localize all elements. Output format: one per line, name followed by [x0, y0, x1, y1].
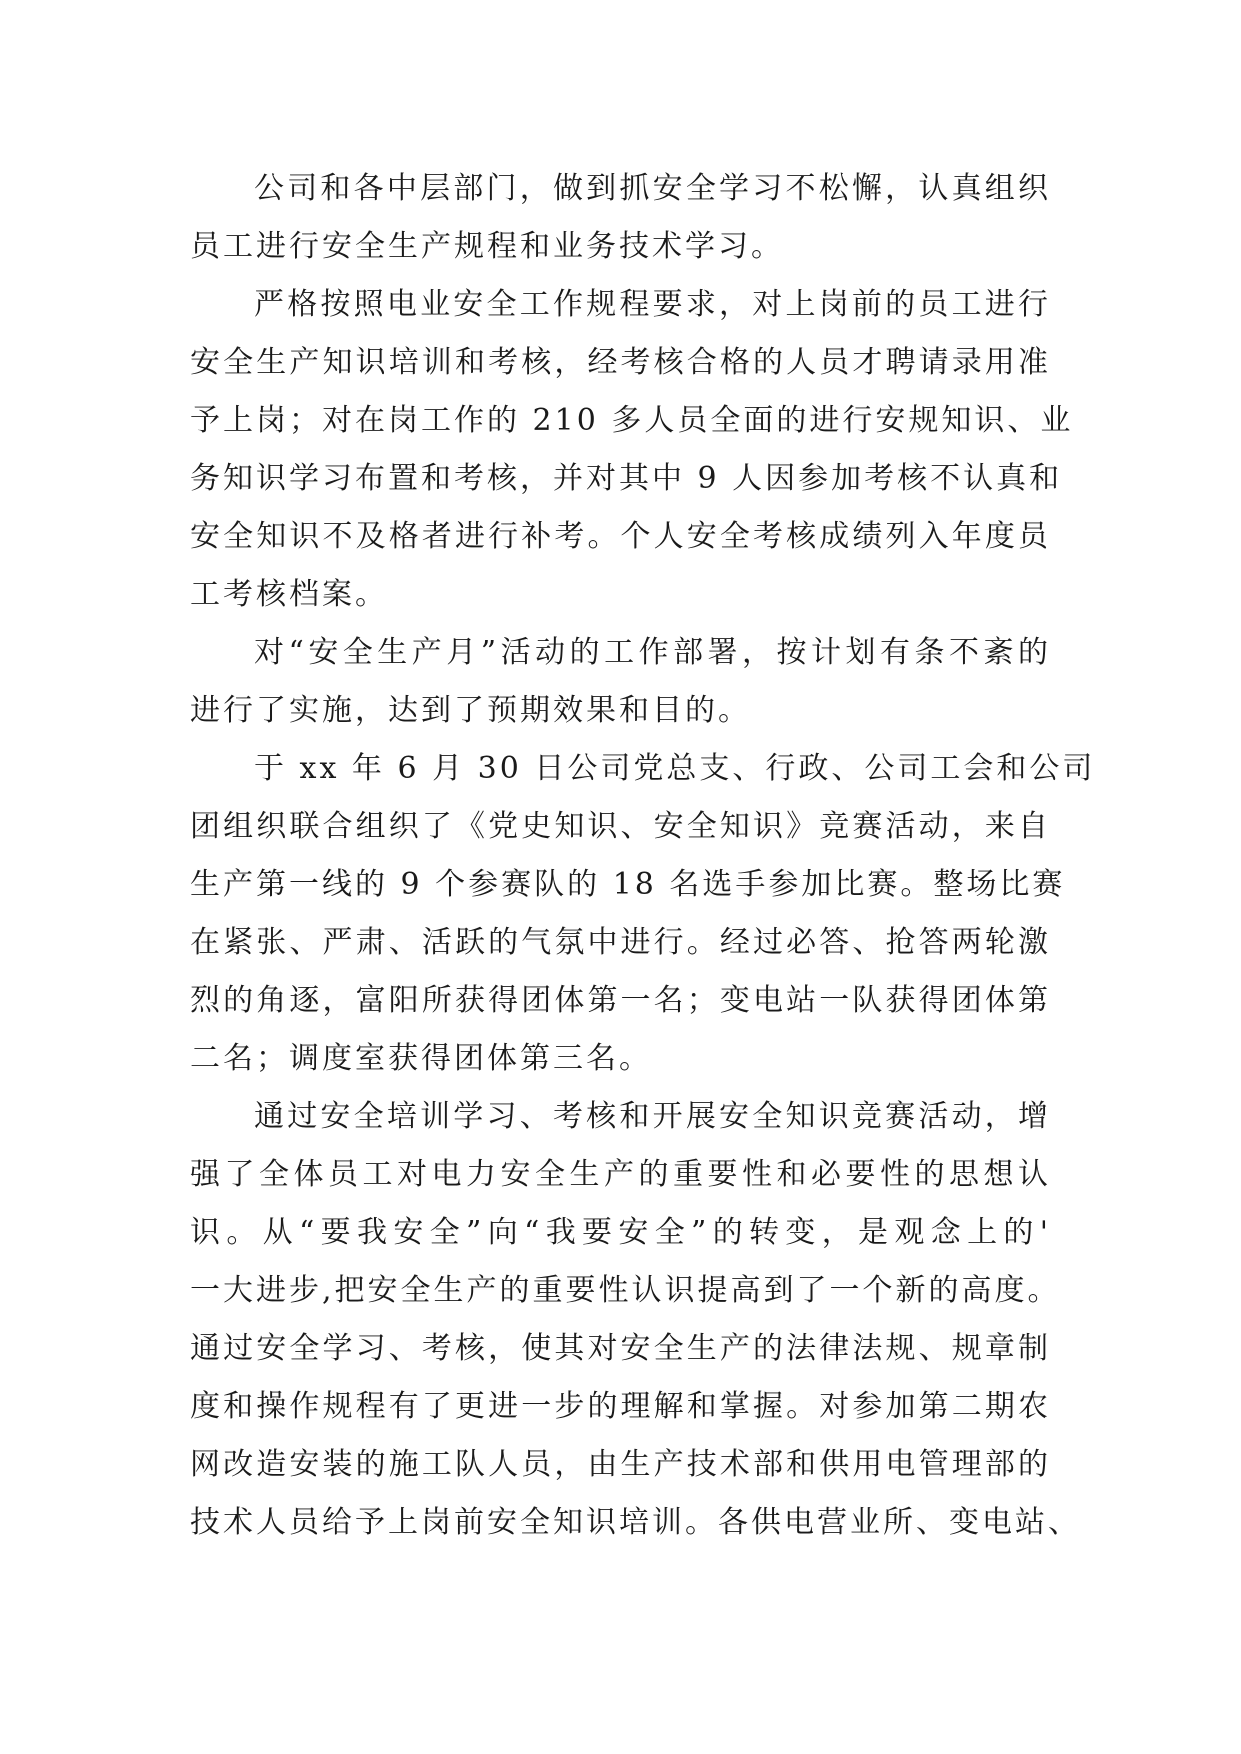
- text-line: 务知识学习布置和考核，并对其中 9 人因参加考核不认真和: [190, 461, 1063, 496]
- text-line: 度和操作规程有了更进一步的理解和掌握。对参加第二期农: [190, 1389, 1051, 1424]
- text-line: 在紧张、严肃、活跃的气氛中进行。经过必答、抢答两轮激: [190, 925, 1051, 960]
- text-line: 烈的角逐，富阳所获得团体第一名；变电站一队获得团体第: [190, 983, 1051, 1018]
- text-line: 安全知识不及格者进行补考。个人安全考核成绩列入年度员: [190, 519, 1051, 554]
- text-line: 工考核档案。: [190, 577, 388, 612]
- text-line: 二名；调度室获得团体第三名。: [190, 1041, 652, 1076]
- text-line: 进行了实施，达到了预期效果和目的。: [190, 693, 751, 728]
- document-body: [190, 160, 1096, 1552]
- text-line: 严格按照电业安全工作规程要求，对上岗前的员工进行: [254, 287, 1051, 322]
- text-line: 一大进步,把安全生产的重要性认识提高到了一个新的高度。: [190, 1273, 1061, 1308]
- text-line: 生产第一线的 9 个参赛队的 18 名选手参加比赛。整场比赛: [190, 867, 1066, 902]
- text-line: 技术人员给予上岗前安全知识培训。各供电营业所、变电站、: [190, 1505, 1081, 1540]
- text-line: 员工进行安全生产规程和业务技术学习。: [190, 229, 784, 264]
- text-line: 通过安全培训学习、考核和开展安全知识竞赛活动，增: [254, 1099, 1051, 1134]
- text-line: 于 xx 年 6 月 30 日公司党总支、行政、公司工会和公司: [254, 751, 1096, 786]
- text-line: 安全生产知识培训和考核，经考核合格的人员才聘请录用准: [190, 345, 1051, 380]
- text-line: 予上岗；对在岗工作的 210 多人员全面的进行安规知识、业: [190, 403, 1074, 438]
- text-line: 团组织联合组织了《党史知识、安全知识》竞赛活动，来自: [190, 809, 1051, 844]
- text-line: 识。从“要我安全”向“我要安全”的转变，是观念上的': [190, 1215, 1051, 1250]
- text-line: 强了全体员工对电力安全生产的重要性和必要性的思想认: [190, 1157, 1051, 1192]
- text-line: 通过安全学习、考核，使其对安全生产的法律法规、规章制: [190, 1331, 1051, 1366]
- text-line: 公司和各中层部门，做到抓安全学习不松懈，认真组织: [254, 171, 1051, 206]
- text-line: 网改造安装的施工队人员，由生产技术部和供用电管理部的: [190, 1447, 1051, 1482]
- text-line: 对“安全生产月”活动的工作部署，按计划有条不紊的: [254, 635, 1051, 670]
